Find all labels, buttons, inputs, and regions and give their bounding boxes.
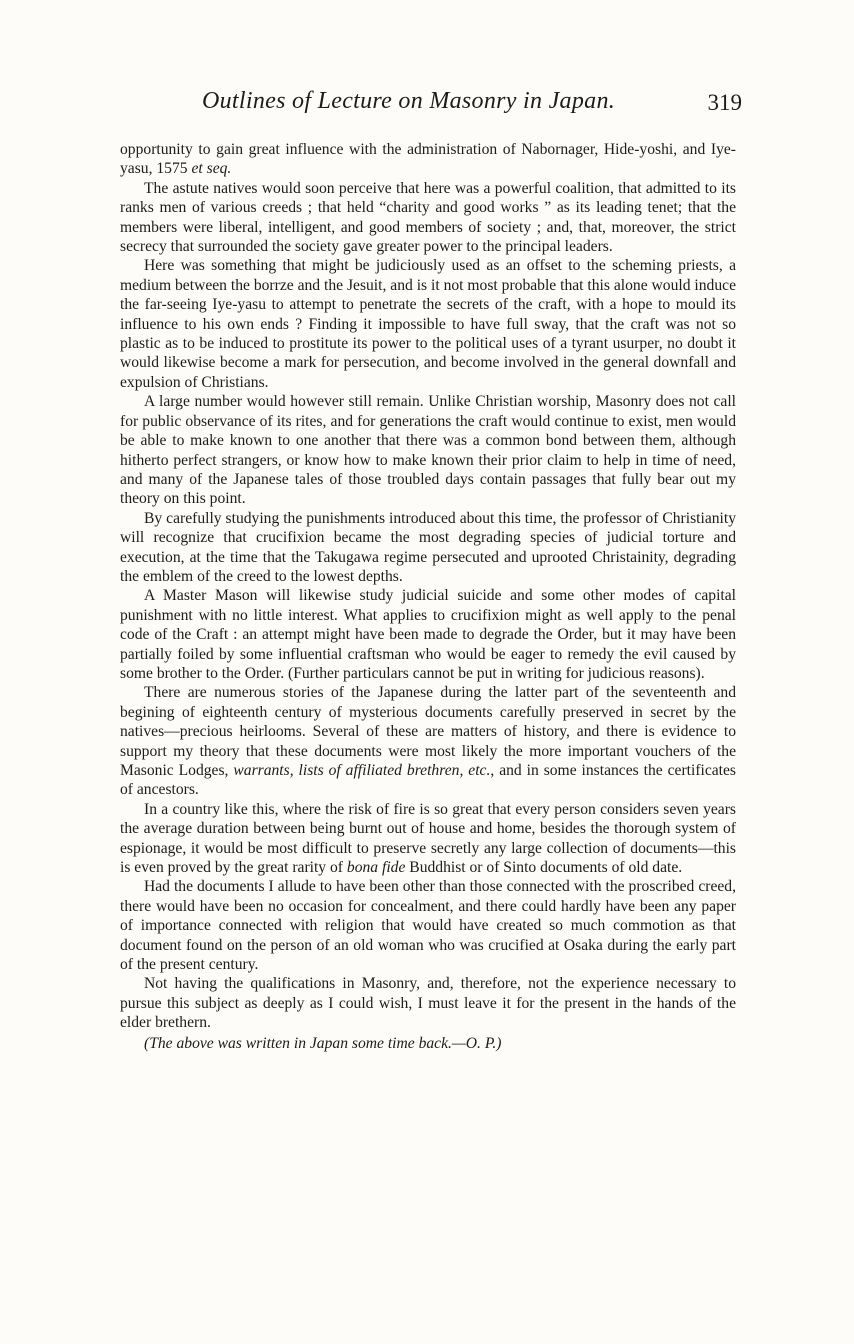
paragraph-4 <box>120 392 736 508</box>
running-title: Outlines of Lecture on Masonry in Japan. <box>202 88 616 114</box>
paragraph-8 <box>120 800 736 878</box>
paragraph-7 <box>120 683 736 799</box>
paragraph-10 <box>120 974 736 1032</box>
paragraph-segment: Buddhist or of Sinto documents of old date. <box>405 859 683 877</box>
paragraph-segment: In a country like this, where the risk of fire is so great that every person considers seven years the average duration between being burnt out of house and home, besides the thorough system of espionage, it would be most difficult to preserve secretly any large collection of documents—this is even proved by the great rarity of <box>120 800 736 877</box>
paragraph-segment: Not having the qualifications in Masonry, and, therefore, not the experience necessary to pursue this subject as deeply as I could wish, I must leave it for the present in the hands of the elder brethern. <box>120 975 736 1032</box>
article-body <box>120 140 736 1053</box>
paragraph-segment-italic: warrants, lists of affiliated brethren, etc. <box>233 762 491 779</box>
paragraph-segment: A large number would however still remain. Unlike Christian worship, Masonry does not call for public observance of its rites, and for generations the craft would continue to exist, men would be able to make known to one another that there was a common bond between them, although hitherto perfect strangers, or know how to make known their prior claim to help in time of need, and many of the Japanese tales of those troubled days contain passages that fully bear out my theory on this point. <box>120 393 736 508</box>
paragraph-9 <box>120 877 736 974</box>
paragraph-segment: Had the documents I allude to have been other than those connected with the proscribed creed, there would have been no occasion for concealment, and there could hardly have been any paper of importance connected with religion that would have created so much commotion as that document found on the person of an old woman who was crucified at Osaka during the early part of the present century. <box>120 878 736 974</box>
paragraph-segment: opportunity to gain great influence with the administration of Nabornager, Hide-yoshi, and Iye-yasu, 1575 <box>120 141 736 178</box>
paragraph-segment: By carefully studying the punishments introduced about this time, the professor of Christianity will recognize that crucifixion became the most degrading species of judicial torture and execution, at the time that the Takugawa regime persecuted and uprooted Christainity, degrading the emblem of the creed to the lowest depths. <box>120 509 736 585</box>
paragraph-segment: The astute natives would soon perceive that here was a powerful coalition, that admitted to its ranks men of various creeds ; that held “charity and good works ” as its leading tenet; that the members were liberal, intelligent, and good members of society ; and, that, moreover, the strict secrecy that surrounded the society gave greater power to the principal leaders. <box>120 179 736 256</box>
paragraph-segment: Here was something that might be judiciously used as an offset to the scheming priests, a medium between the borrze and the Jesuit, and is it not most probable that this alone would induce the far-seeing Iye-yasu to attempt to penetrate the secrets of the craft, with a hope to mould its influence to his own ends ? Finding it impossible to have full sway, that the craft was not so plastic as to be induced to prostitute its power to the political uses of a tyrant usurper, no doubt it would likewise become a mark for persecution, and become involved in the general downfall and expulsion of Christians. <box>120 257 736 391</box>
paragraph-1 <box>120 140 736 179</box>
paragraph-5 <box>120 509 736 587</box>
page-header <box>120 88 742 122</box>
paragraph-6 <box>120 586 736 683</box>
paragraph-3 <box>120 256 736 392</box>
paragraph-2 <box>120 179 736 257</box>
paragraph-segment: There are numerous stories of the Japanese during the latter part of the seventeenth and begining of eighteenth century of mysterious documents carefully preserved in secret by the natives—precious heirlooms. Several of these are matters of history, and there is evidence to support my theory that these documents were most likely the more important vouchers of the Masonic Lodges, <box>120 684 736 779</box>
paragraph-segment-italic: et seq. <box>191 160 232 178</box>
paragraph-segment-italic: bona fide <box>346 859 406 877</box>
paragraph-segment: A Master Mason will likewise study judicial suicide and some other modes of capital punishment with no little interest. What applies to crucifixion might as well apply to the penal code of the Craft : an attempt might have been made to degrade the Order, but it may have been partially foiled by some influential craftsman who would be eager to remedy the evil caused by some brother to the Order. (Further particulars cannot be put in writing for judicious reasons). <box>120 587 736 682</box>
page-number: 319 <box>707 90 742 115</box>
closing-note: (The above was written in Japan some time back.—O. P.) <box>144 1034 502 1052</box>
paragraph-segment: , and in some instances the certificates of ancestors. <box>120 762 737 799</box>
